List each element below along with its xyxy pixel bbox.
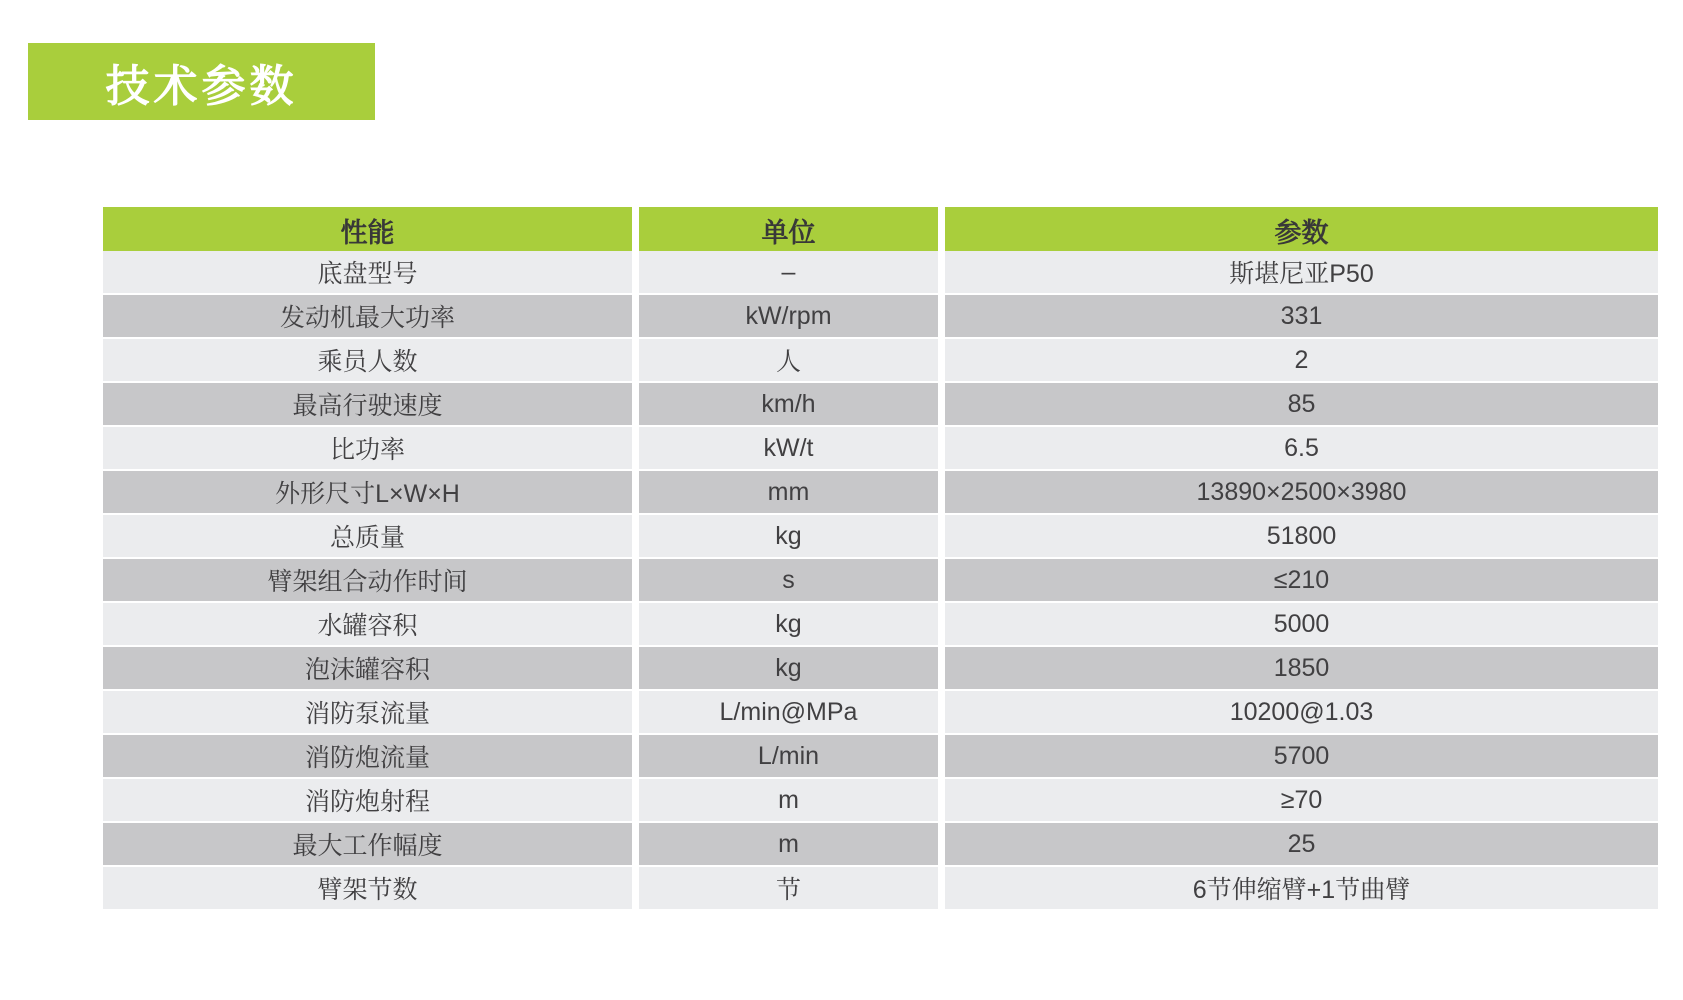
spec-value-cell: ≥70 — [945, 779, 1658, 821]
spec-unit-cell: 节 — [639, 867, 938, 909]
spec-unit-cell: kg — [639, 647, 938, 689]
spec-name-cell: 最大工作幅度 — [103, 823, 632, 865]
spec-unit-cell: kW/rpm — [639, 295, 938, 337]
spec-unit-cell: mm — [639, 471, 938, 513]
section-title: 技术参数 — [105, 61, 298, 111]
spec-name-cell: 总质量 — [103, 515, 632, 557]
section-title-banner — [28, 43, 375, 120]
spec-value-cell: ≤210 — [945, 559, 1658, 601]
spec-name-cell: 外形尺寸L×W×H — [103, 471, 632, 513]
spec-unit-cell: s — [639, 559, 938, 601]
spec-table — [103, 207, 1658, 909]
spec-name-cell: 泡沫罐容积 — [103, 647, 632, 689]
spec-name-cell: 消防炮射程 — [103, 779, 632, 821]
spec-name-cell: 底盘型号 — [103, 251, 632, 293]
spec-value-cell: 斯堪尼亚P50 — [945, 251, 1658, 293]
column-header-unit: 单位 — [639, 207, 938, 253]
spec-value-cell: 2 — [945, 339, 1658, 381]
spec-unit-cell: L/min@MPa — [639, 691, 938, 733]
spec-name-cell: 最高行驶速度 — [103, 383, 632, 425]
spec-name-cell: 水罐容积 — [103, 603, 632, 645]
spec-value-cell: 10200@1.03 — [945, 691, 1658, 733]
spec-name-cell: 臂架组合动作时间 — [103, 559, 632, 601]
spec-name-cell: 臂架节数 — [103, 867, 632, 909]
spec-unit-cell: m — [639, 823, 938, 865]
spec-unit-cell: km/h — [639, 383, 938, 425]
spec-name-cell: 发动机最大功率 — [103, 295, 632, 337]
spec-unit-cell: kg — [639, 515, 938, 557]
spec-value-cell: 6节伸缩臂+1节曲臂 — [945, 867, 1658, 909]
spec-unit-cell: kg — [639, 603, 938, 645]
spec-value-cell: 5700 — [945, 735, 1658, 777]
spec-unit-cell: kW/t — [639, 427, 938, 469]
spec-name-cell: 比功率 — [103, 427, 632, 469]
spec-unit-cell: 人 — [639, 339, 938, 381]
spec-name-cell: 消防泵流量 — [103, 691, 632, 733]
spec-value-cell: 13890×2500×3980 — [945, 471, 1658, 513]
spec-value-cell: 1850 — [945, 647, 1658, 689]
spec-value-cell: 51800 — [945, 515, 1658, 557]
spec-value-cell: 85 — [945, 383, 1658, 425]
spec-value-cell: 6.5 — [945, 427, 1658, 469]
spec-name-cell: 消防炮流量 — [103, 735, 632, 777]
spec-value-cell: 25 — [945, 823, 1658, 865]
spec-unit-cell: L/min — [639, 735, 938, 777]
spec-unit-cell: m — [639, 779, 938, 821]
column-header-parameter: 参数 — [945, 207, 1658, 253]
spec-value-cell: 331 — [945, 295, 1658, 337]
spec-value-cell: 5000 — [945, 603, 1658, 645]
spec-unit-cell: – — [639, 251, 938, 293]
column-header-performance: 性能 — [103, 207, 632, 253]
spec-name-cell: 乘员人数 — [103, 339, 632, 381]
